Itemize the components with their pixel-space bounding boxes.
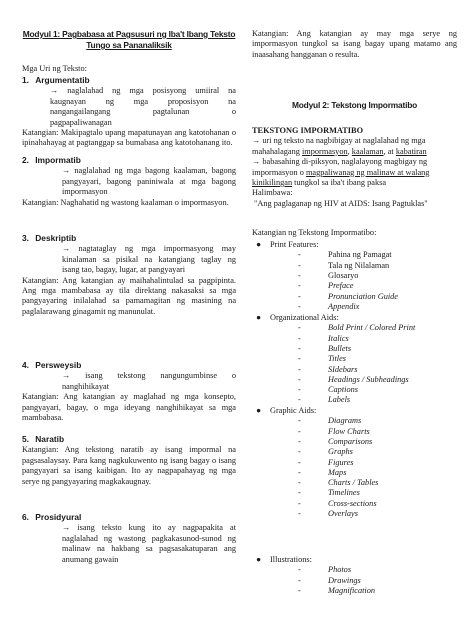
dash-icon: - [298, 437, 301, 446]
definition-line: → babasahing di-piksyon, naglalayong magbigay ng [252, 157, 428, 167]
list-item [298, 323, 457, 333]
bullet-icon: ● [256, 555, 262, 564]
list-item [298, 437, 457, 447]
arrow-line: → nagtataglay ng mga impormasyong may [62, 244, 236, 254]
dash-icon: - [298, 586, 301, 595]
dash-icon: - [298, 281, 301, 291]
definition-line [252, 168, 457, 178]
dash-icon: - [298, 416, 301, 426]
item-label: Cross-sections [328, 498, 377, 508]
item-label: Labels [328, 395, 351, 405]
section-deskriptib [22, 233, 236, 317]
definition-line [252, 178, 457, 188]
section-prosidyural [22, 512, 236, 565]
section-name: Impormatib [35, 155, 81, 165]
list-item [298, 565, 457, 575]
section-katangian: Katangian: Ang katangian ay maihahalintulad sa pagpipinta. Ang mga mambabasa ay tila direktang nakasaksi sa mga pangyayaring inilalahad sa pamamagitan ng masining na paglalarawang ginagamit ng manunulat. [22, 275, 236, 316]
section-number: 5. [22, 434, 29, 444]
underlined-term: magpaliwanag ng malinaw at walang [305, 167, 430, 177]
list-item [298, 576, 457, 586]
item-label: Appendix [328, 301, 360, 311]
dash-icon: - [298, 271, 301, 280]
list-item [298, 458, 457, 468]
module1-title-line2: Tungo sa Pananaliksik [86, 40, 172, 50]
dash-icon: - [298, 260, 301, 270]
list-item [298, 416, 457, 426]
section-persweysib [22, 360, 236, 423]
list-item [298, 499, 457, 509]
group-label: Organizational Aids: [270, 313, 339, 322]
bullet-icon: ● [256, 406, 262, 415]
item-label: Captions [328, 385, 358, 395]
underlined-term: kinikilingan [252, 178, 293, 188]
list-item [298, 586, 457, 596]
list-item [298, 292, 457, 302]
item-label: Charts / Tables [328, 478, 379, 488]
list-item [298, 354, 457, 364]
dash-icon: - [298, 301, 301, 311]
arrow-line: nanghihikayat [62, 381, 110, 391]
section-katangian: Katangian: Naghahatid ng wastong kaalaman o impormasyon. [22, 197, 229, 207]
list-item [298, 427, 457, 437]
group-print-features [252, 240, 457, 312]
item-label: Tala ng Nilalaman [328, 260, 390, 270]
dash-icon: - [298, 291, 301, 301]
arrow-line: → naglalahad ng mga bagong kaalaman, bagong [62, 166, 236, 176]
module1-title-line1: Modyul 1: Pagbabasa at Pagsusuri ng Iba't Ibang Teksto [22, 29, 236, 39]
section-katangian: Katangian: Ang tekstong naratib ay isang impormal na pagsasalaysay. Para kang nagkukuwento ng isang bagay o isang pangyayari sa isang kaibigan. Ito ay nagpapahayag ng mga serye ng pangyayaring magkakaugnay. [22, 445, 236, 486]
text: tungkol sa iba't ibang paksa [292, 178, 387, 188]
dash-icon: - [298, 395, 301, 405]
list-item [298, 250, 457, 260]
group-graphic-aids [252, 406, 457, 519]
list-item [298, 281, 457, 291]
dash-icon: - [298, 478, 301, 488]
text: impormasyon o [252, 167, 306, 177]
dash-icon: - [298, 250, 301, 260]
section-katangian: Katangian: Makipagtalo upang mapatunayan ang katotohanan o ipinahahayag at pagtanggap sa bumabasa ang katotohanang ito. [22, 128, 236, 148]
prosidyural-katangian-continued: Katangian: Ang katangian ay may mga serye ng impormasyon tungkol sa isang bagay upang matamo ang inaasahang hangganan o resulta. [252, 29, 457, 59]
list-item [298, 478, 457, 488]
list-item [298, 447, 457, 457]
item-label: SIdebars [328, 364, 358, 374]
section-name: Argumentatib [35, 75, 90, 85]
dash-icon: - [298, 323, 301, 333]
section-name: Prosidyural [35, 512, 82, 522]
definition-line: → uri ng teksto na nagbibigay at naglalahad ng mga [252, 136, 426, 146]
section-number: 2. [22, 155, 29, 165]
list-item [298, 261, 457, 271]
section-name: Naratib [35, 434, 65, 444]
dash-icon: - [298, 498, 301, 508]
text: , at [383, 146, 396, 156]
arrow-line: naglalahad ng wastong pagkakasunod-sunod ng [62, 533, 236, 543]
module2-title: Modyul 2: Tekstong Impormatibo [291, 100, 418, 110]
dash-icon: - [298, 565, 301, 575]
list-item [298, 365, 457, 375]
item-label: Timelines [328, 488, 360, 498]
group-illustrations [252, 555, 457, 596]
arrow-line: kinalaman sa pisikal na katangiang taglay ng [62, 254, 236, 264]
section-number: 4. [22, 360, 29, 370]
dash-icon: - [298, 333, 301, 343]
arrow-line: isang tao, bagay, lugar, at pangyayari [62, 265, 186, 275]
definition-line [252, 147, 457, 157]
item-label: Italics [328, 333, 349, 343]
underlined-term: kaalaman [351, 146, 384, 156]
list-item [298, 468, 457, 478]
group-label: Graphic Aids: [270, 406, 317, 415]
item-label: Comparisons [328, 437, 373, 446]
item-label: Flow Charts [328, 426, 370, 436]
section-impormatib [22, 155, 236, 208]
item-label: Drawings [328, 575, 361, 585]
item-label: Titles [328, 354, 346, 364]
item-label: Pronunciation Guide [328, 291, 398, 301]
underlined-term: impormasyon [302, 146, 348, 156]
item-label: Headings / Subheadings [328, 374, 409, 384]
dash-icon: - [298, 575, 301, 585]
item-label: Maps [328, 467, 347, 477]
section-naratib [22, 434, 236, 487]
item-label: Pahina ng Pamagat [328, 250, 392, 260]
item-label: Photos [328, 565, 352, 575]
list-item [298, 344, 457, 354]
dash-icon: - [298, 457, 301, 467]
dash-icon: - [298, 488, 301, 498]
item-label: Bullets [328, 344, 352, 353]
dash-icon: - [298, 447, 301, 457]
arrow-line: malinaw na hakbang sa pagsasakatuparan ang [62, 544, 236, 554]
group-label: Print Features: [270, 240, 319, 249]
dash-icon: - [298, 364, 301, 374]
dash-icon: - [298, 354, 301, 364]
dash-icon: - [298, 374, 301, 384]
item-label: Glosaryo [328, 271, 359, 280]
list-item [298, 385, 457, 395]
list-item [298, 395, 457, 405]
text-types-intro: Mga Uri ng Teksto: [22, 64, 87, 73]
item-label: Diagrams [328, 416, 362, 426]
item-label: Graphs [328, 447, 353, 457]
section-number: 6. [22, 512, 29, 522]
underlined-term: kabatiran [395, 146, 427, 156]
text: mahahalagang [252, 146, 302, 156]
item-label: Preface [328, 281, 354, 291]
dash-icon: - [298, 344, 301, 353]
list-item [298, 488, 457, 498]
subtitle: TEKSTONG IMPORMATIBO [252, 126, 364, 135]
tekstong-impormatibo-block [252, 126, 457, 209]
list-item [298, 509, 457, 519]
section-katangian: Katangian: Ang katangian ay maglahad ng mga konsepto, pangyayari, bagay, o mga ideyang nanghihikayat sa mga mambabasa. [22, 392, 236, 423]
list-item [298, 302, 457, 312]
section-name: Deskriptib [35, 233, 77, 243]
section-argumentatib [22, 75, 236, 149]
arrow-line: impormasyon [62, 187, 108, 197]
arrow-line: → isang teksto kung ito ay nagpapakita at [62, 523, 236, 533]
dash-icon: - [298, 385, 301, 395]
item-label: Magnification [328, 586, 376, 595]
item-label: Figures [328, 457, 354, 467]
group-organizational-aids [252, 313, 457, 406]
list-item [298, 375, 457, 385]
arrow-line: pagpapaliwanagan [50, 117, 112, 127]
example-text: "Ang paglaganap ng HIV at AIDS: Isang Pagtuklas" [254, 198, 428, 208]
arrow-line: pangyayari, bagong paniniwala at mga bagong [62, 176, 236, 186]
halimbawa-label: Halimbawa: [252, 188, 293, 198]
item-label: Overlays [328, 509, 358, 519]
arrow-line: kaugnayan ng mga proposisyon na [50, 96, 236, 106]
arrow-line: → naglalahad ng mga posisyong umiiral na [50, 86, 236, 96]
arrow-line: anumang gawain [62, 554, 119, 564]
section-name: Persweysib [35, 360, 82, 370]
group-label: Illustrations: [270, 555, 312, 564]
text: , [347, 146, 352, 156]
item-label: Bold Print / Colored Print [328, 323, 416, 333]
arrow-line: → isang tekstong nangungumbinse o [62, 371, 236, 381]
dash-icon: - [298, 426, 301, 436]
section-number: 3. [22, 233, 29, 243]
list-item [298, 334, 457, 344]
bullet-icon: ● [256, 240, 262, 249]
arrow-line: nangangailangang pagtalunan o [50, 107, 236, 117]
list-item [298, 271, 457, 281]
dash-icon: - [298, 467, 301, 477]
katangian-heading: Katangian ng Tekstong Impormatibo: [252, 228, 377, 237]
section-number: 1. [22, 75, 29, 85]
bullet-icon: ● [256, 313, 262, 322]
dash-icon: - [298, 509, 301, 519]
